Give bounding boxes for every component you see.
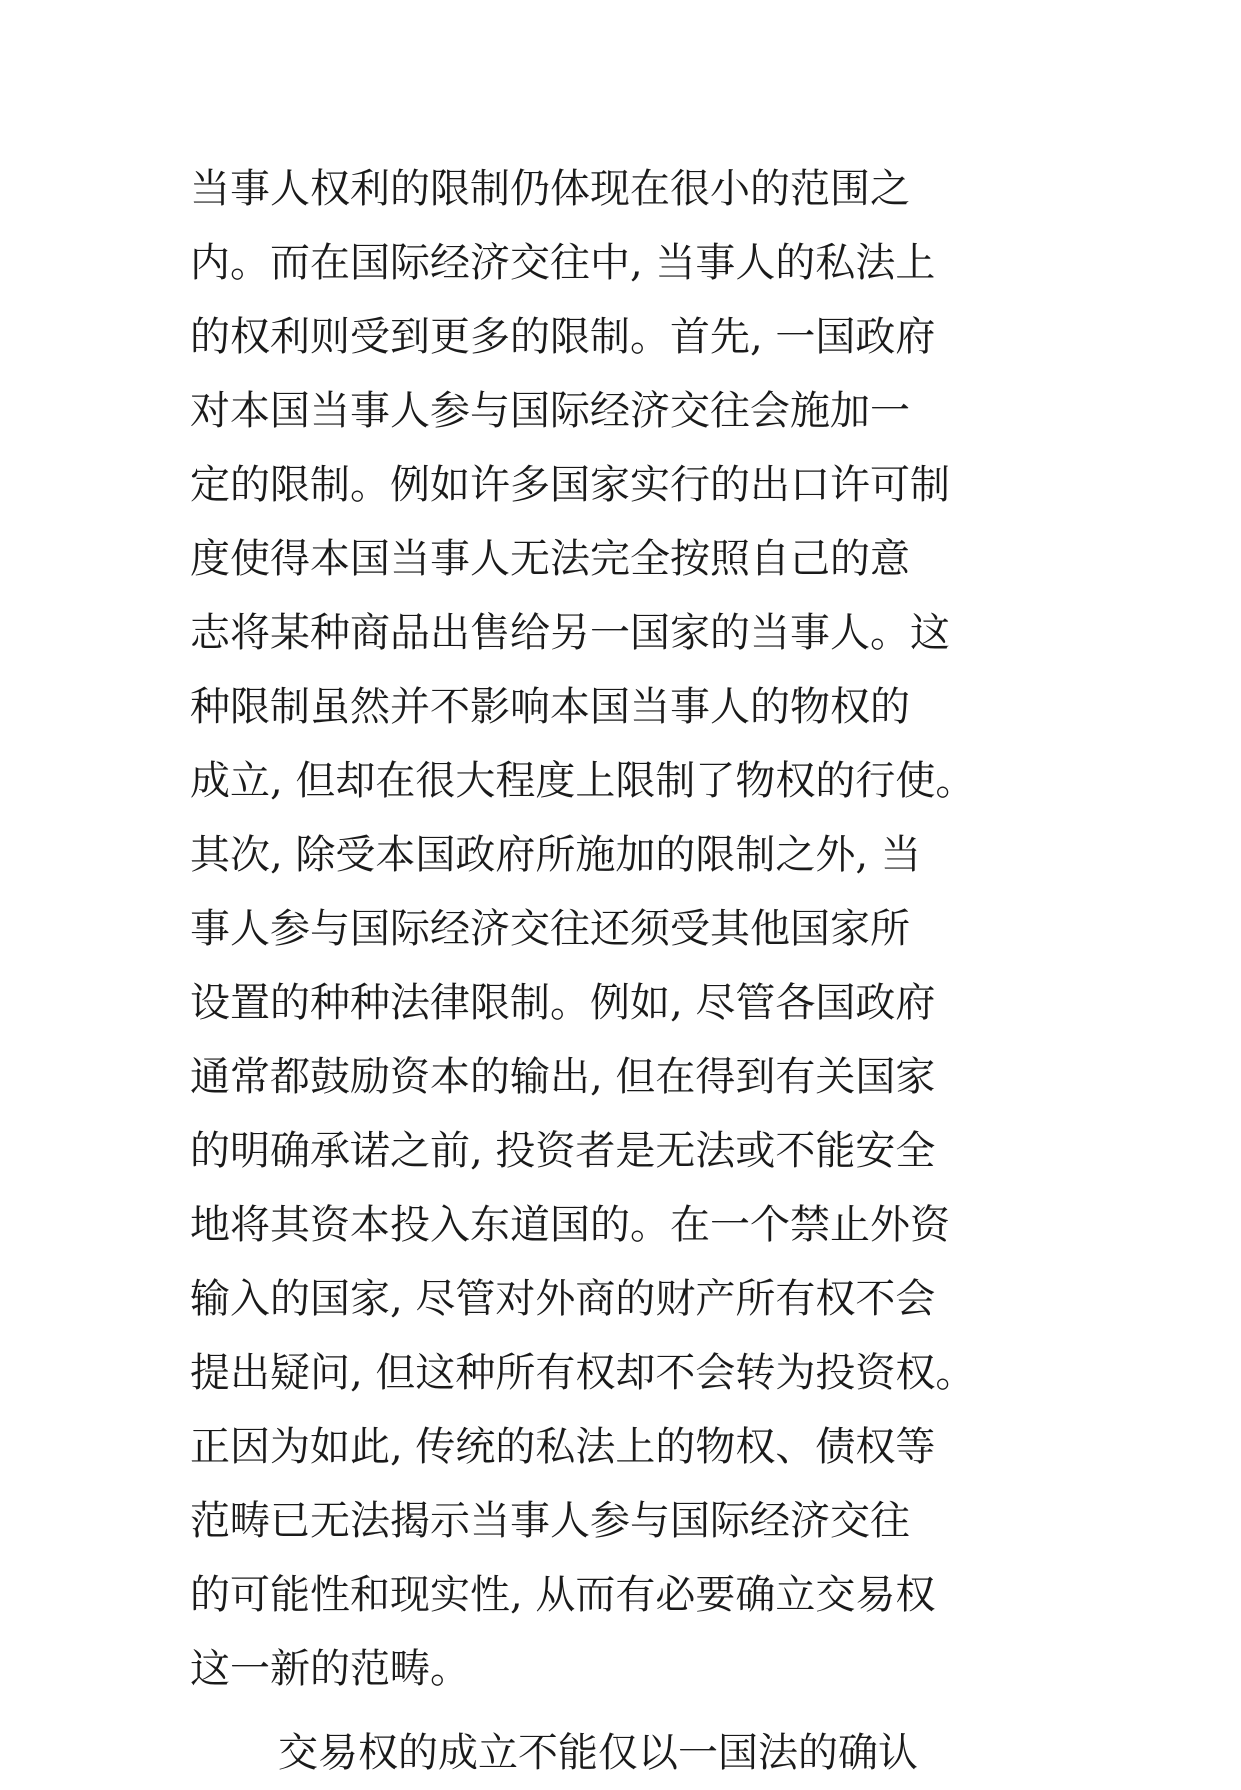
text-line: 范畴已无法揭示当事人参与国际经济交往 — [190, 1498, 910, 1544]
text-line: 事人参与国际经济交往还须受其他国家所 — [190, 906, 910, 952]
text-line: 志将某种商品出售给另一国家的当事人。这 — [190, 610, 950, 656]
text-line: 设置的种种法律限制。例如, 尽管各国政府 — [190, 980, 936, 1026]
text-line: 内。而在国际经济交往中, 当事人的私法上 — [190, 240, 936, 286]
text-line: 输入的国家, 尽管对外商的财产所有权不会 — [190, 1276, 936, 1322]
text-line: 度使得本国当事人无法完全按照自己的意 — [190, 536, 910, 582]
text-line: 当事人权利的限制仍体现在很小的范围之 — [190, 166, 910, 212]
text-line: 地将其资本投入东道国的。在一个禁止外资 — [190, 1202, 950, 1248]
body-text — [190, 152, 1090, 1790]
text-line: 这一新的范畴。 — [190, 1646, 470, 1692]
text-line: 成立, 但却在很大程度上限制了物权的行使。 — [190, 758, 976, 804]
text-line: 通常都鼓励资本的输出, 但在得到有关国家 — [190, 1054, 936, 1100]
text-line: 正因为如此, 传统的私法上的物权、债权等 — [190, 1424, 936, 1470]
text-line: 对本国当事人参与国际经济交往会施加一 — [190, 388, 910, 434]
paragraph-first-line: 交易权的成立不能仅以一国法的确认 — [278, 1730, 918, 1776]
text-line: 种限制虽然并不影响本国当事人的物权的 — [190, 684, 910, 730]
text-line: 的可能性和现实性, 从而有必要确立交易权 — [190, 1572, 936, 1618]
text-line: 其次, 除受本国政府所施加的限制之外, 当 — [190, 832, 921, 878]
text-line: 定的限制。例如许多国家实行的出口许可制 — [190, 462, 950, 508]
text-line: 提出疑问, 但这种所有权却不会转为投资权。 — [190, 1350, 976, 1396]
text-line: 的权利则受到更多的限制。首先, 一国政府 — [190, 314, 936, 360]
text-line: 的明确承诺之前, 投资者是无法或不能安全 — [190, 1128, 936, 1174]
